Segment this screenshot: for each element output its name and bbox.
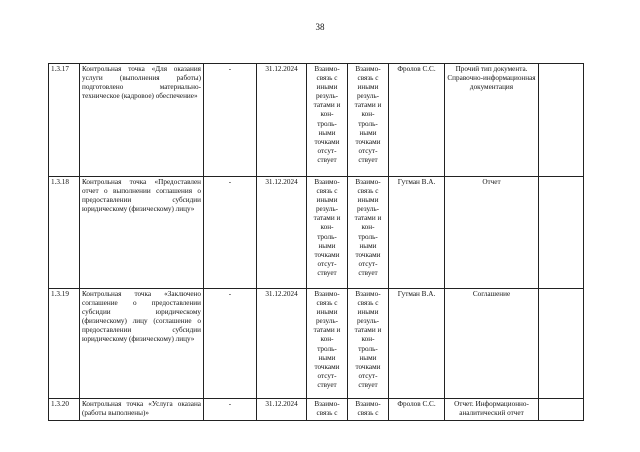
row-number: 1.3.19 [49, 289, 80, 399]
responsible-person: Гутман В.А. [389, 289, 445, 399]
document-type: Отчет [445, 177, 539, 289]
row-number: 1.3.20 [49, 399, 80, 421]
control-point-name: Контрольная точка «Для оказания услуги (выполнения работы) подготовлено материально-техническое (кадровое) обеспечение» [80, 64, 204, 177]
document-type: Прочий тип документа. Справочно-информационная документация [445, 64, 539, 177]
dash-cell: - [204, 177, 257, 289]
empty-cell [539, 399, 584, 421]
empty-cell [539, 64, 584, 177]
link-previous: Взаимо- связь с [307, 399, 348, 421]
deadline-date: 31.12.2024 [257, 289, 307, 399]
link-previous: Взаимо- связь с иными резуль- татами и кон- троль- ными точками отсут- ствует [307, 64, 348, 177]
control-points-table [48, 63, 584, 421]
dash-cell: - [204, 399, 257, 421]
dash-cell: - [204, 289, 257, 399]
page-number: 38 [315, 22, 325, 32]
table-row [49, 399, 584, 421]
responsible-person: Фролов С.С. [389, 399, 445, 421]
link-previous: Взаимо- связь с иными резуль- татами и кон- троль- ными точками отсут- ствует [307, 289, 348, 399]
responsible-person: Гутман В.А. [389, 177, 445, 289]
table-row [49, 64, 584, 177]
dash-cell: - [204, 64, 257, 177]
link-next: Взаимо- связь с [348, 399, 389, 421]
control-point-name: Контрольная точка «Услуга оказана (работы выполнены)» [80, 399, 204, 421]
row-number: 1.3.17 [49, 64, 80, 177]
empty-cell [539, 289, 584, 399]
empty-cell [539, 177, 584, 289]
deadline-date: 31.12.2024 [257, 399, 307, 421]
link-next: Взаимо- связь с иными резуль- татами и кон- троль- ными точками отсут- ствует [348, 289, 389, 399]
row-number: 1.3.18 [49, 177, 80, 289]
deadline-date: 31.12.2024 [257, 177, 307, 289]
link-next: Взаимо- связь с иными резуль- татами и кон- троль- ными точками отсут- ствует [348, 177, 389, 289]
deadline-date: 31.12.2024 [257, 64, 307, 177]
link-previous: Взаимо- связь с иными резуль- татами и кон- троль- ными точками отсут- ствует [307, 177, 348, 289]
control-point-name: Контрольная точка «Предоставлен отчет о выполнении соглашения о предоставлении субсидии юридическому (физическому) лицу» [80, 177, 204, 289]
table-row [49, 177, 584, 289]
link-next: Взаимо- связь с иными резуль- татами и кон- троль- ными точками отсут- ствует [348, 64, 389, 177]
document-type: Соглашение [445, 289, 539, 399]
control-point-name: Контрольная точка «Заключено соглашение о предоставлении субсидии юридическому (физическому) лицу (соглашение о предоставлении субсидии юридическому (физическому) лицу» [80, 289, 204, 399]
responsible-person: Фролов С.С. [389, 64, 445, 177]
document-type: Отчет. Информационно-аналитический отчет [445, 399, 539, 421]
table-row [49, 289, 584, 399]
